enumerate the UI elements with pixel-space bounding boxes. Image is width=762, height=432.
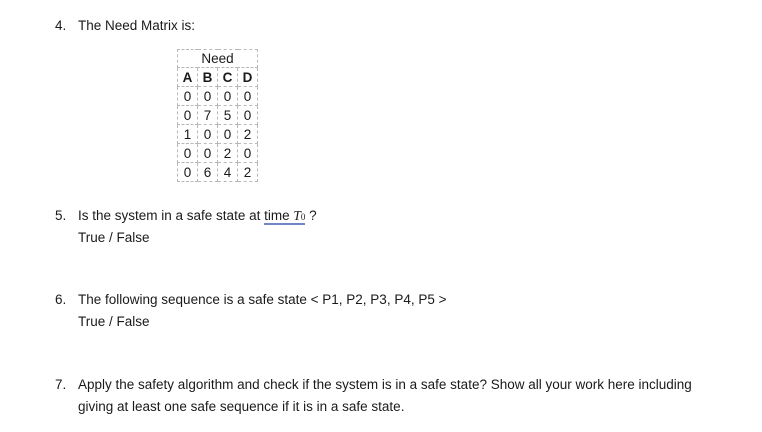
q7-line1: Apply the safety algorithm and check if the system is in a safe state? Show all your work here including [78,377,692,392]
need-cell: 0 [178,87,198,106]
need-col-header-c: C [218,68,238,87]
q6-text: The following sequence is a safe state < P1, P2, P3, P4, P5 > [78,292,447,307]
need-cell: 0 [238,106,258,125]
need-cell: 5 [218,106,238,125]
need-cell: 0 [178,144,198,163]
need-cell: 0 [218,87,238,106]
need-row [178,87,258,106]
q7-line2: giving at least one safe sequence if it is in a safe state. [78,399,405,414]
need-row [178,144,258,163]
need-cell: 1 [178,125,198,144]
need-matrix-title: Need [178,50,258,68]
q5-number: 5. [55,208,67,223]
need-cell: 2 [218,144,238,163]
q6-number: 6. [55,292,67,307]
q5-t-subscript: 0 [300,212,306,222]
need-cell: 7 [198,106,218,125]
q5-t-symbol: T0 [293,208,306,223]
need-cell: 0 [178,106,198,125]
need-cell: 0 [198,87,218,106]
need-cell: 0 [198,144,218,163]
q5-time-word: time [264,208,290,223]
need-cell: 0 [198,125,218,144]
q4-number: 4. [55,18,67,33]
q5-text-before: Is the system in a safe state at [78,208,265,223]
q5-text [78,208,317,224]
q5-time-phrase [264,208,305,225]
need-col-header-a: A [178,68,198,87]
need-row [178,163,258,182]
need-cell: 0 [238,87,258,106]
need-row [178,106,258,125]
need-cell: 6 [198,163,218,182]
q4-text: The Need Matrix is: [78,18,196,33]
need-row [178,125,258,144]
need-matrix-table [177,49,258,182]
need-cell: 0 [218,125,238,144]
q5-answer: True / False [78,230,150,245]
q7-number: 7. [55,377,67,392]
need-cell: 2 [238,163,258,182]
need-cell: 0 [178,163,198,182]
q5-text-after: ? [305,208,317,223]
need-col-header-d: D [238,68,258,87]
need-col-header-b: B [198,68,218,87]
q6-answer: True / False [78,314,150,329]
need-cell: 4 [218,163,238,182]
need-cell: 0 [238,144,258,163]
need-cell: 2 [238,125,258,144]
